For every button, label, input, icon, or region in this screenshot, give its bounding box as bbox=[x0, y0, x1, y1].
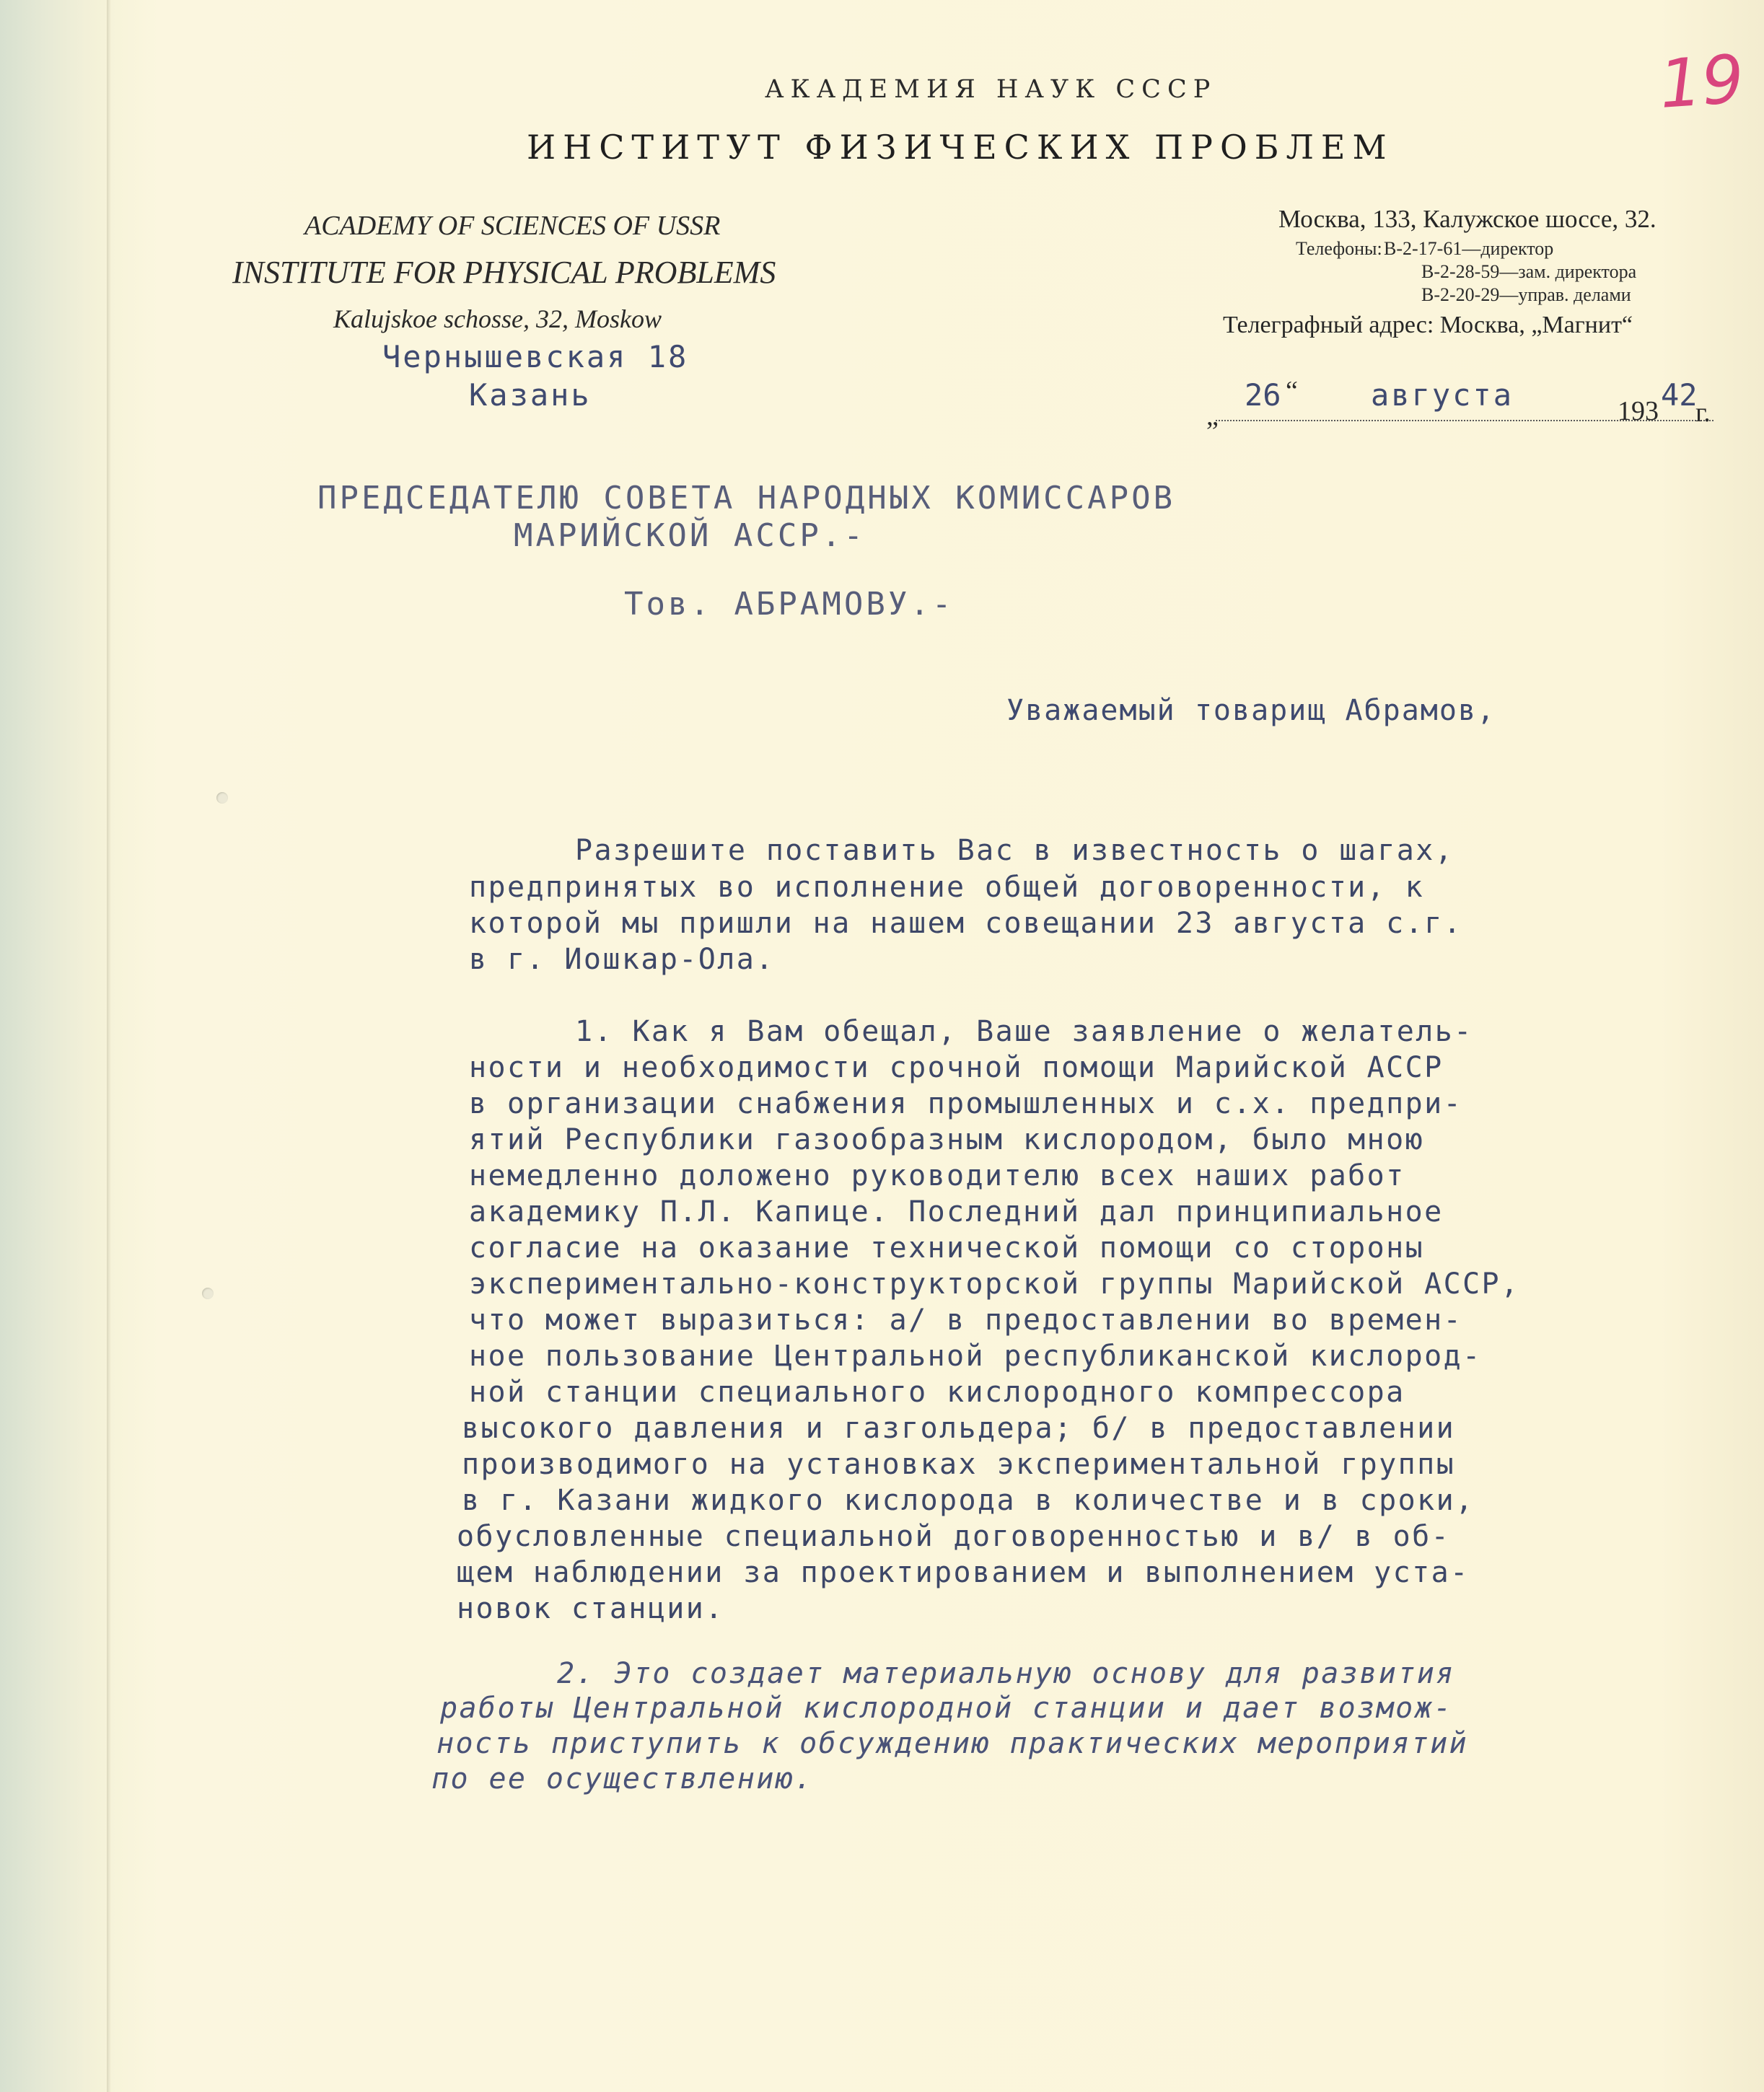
letterhead-address-ru: Москва, 133, Калужское шоссе, 32. bbox=[1278, 205, 1657, 233]
text-line: работы Центральной кислородной станции и дает возмож- bbox=[440, 1692, 1453, 1725]
date-mid-quote: “ bbox=[1286, 376, 1298, 406]
letterhead-academy-en: ACADEMY OF SCIENCES OF USSR bbox=[304, 211, 721, 241]
date-month: августа bbox=[1371, 377, 1514, 413]
date-year-prefix: 193 bbox=[1618, 396, 1659, 426]
date-open-quote: „ bbox=[1206, 401, 1219, 431]
letterhead-academy-ru: АКАДЕМИЯ НАУК СССР bbox=[765, 75, 1217, 104]
text-line: в г. Иошкар-Ола. bbox=[469, 943, 775, 976]
text-line: в организации снабжения промышленных и с.х. предпри- bbox=[469, 1087, 1463, 1120]
text-line: ное пользование Центральной республиканской кислород- bbox=[469, 1340, 1482, 1373]
text-line: академику П.Л. Капице. Последний дал принципиальное bbox=[469, 1195, 1444, 1229]
text-line: предпринятых во исполнение общей договоренности, к bbox=[469, 871, 1425, 904]
phone-office-manager: В-2-20-29—управ. делами bbox=[1421, 284, 1631, 305]
text-line: что может выразиться: а/ в предоставлении во времен- bbox=[469, 1304, 1463, 1337]
date-day: 26 bbox=[1245, 377, 1281, 413]
return-address-city: Казань bbox=[469, 377, 592, 413]
text-line: ности и необходимости срочной помощи Марийской АССР bbox=[469, 1051, 1444, 1084]
telegraph-address: Телеграфный адрес: Москва, „Магнит“ bbox=[1223, 312, 1633, 338]
punch-hole bbox=[202, 1288, 214, 1299]
phones-label: Телефоны: bbox=[1296, 238, 1382, 259]
letterhead-institute-en: INSTITUTE FOR PHYSICAL PROBLEMS bbox=[232, 255, 776, 290]
text-line: обусловленные специальной договоренностью и в/ в об- bbox=[457, 1520, 1451, 1553]
recipient-line-2: МАРИЙСКОЙ АССР.- bbox=[514, 517, 866, 554]
text-line: в г. Казани жидкого кислорода в количестве и в сроки, bbox=[462, 1484, 1475, 1517]
greeting: Уважаемый товарищ Абрамов, bbox=[1006, 694, 1496, 727]
text-line: согласие на оказание технической помощи со стороны bbox=[469, 1231, 1425, 1265]
text-line: щем наблюдении за проектированием и выполнением уста- bbox=[457, 1556, 1470, 1589]
letterhead-institute-ru: ИНСТИТУТ ФИЗИЧЕСКИХ ПРОБЛЕМ bbox=[527, 128, 1394, 167]
text-line: ятий Республики газообразным кислородом, было мною bbox=[469, 1123, 1425, 1156]
text-line: высокого давления и газгольдера; б/ в предоставлении bbox=[462, 1412, 1456, 1445]
text-line: новок станции. bbox=[457, 1592, 724, 1625]
letterhead-address-en: Kalujskoe schosse, 32, Moskow bbox=[333, 304, 662, 333]
text-line: которой мы пришли на нашем совещании 23 августа с.г. bbox=[469, 907, 1463, 940]
punch-hole bbox=[216, 792, 228, 804]
recipient-line-1: ПРЕДСЕДАТЕЛЮ СОВЕТА НАРОДНЫХ КОМИССАРОВ bbox=[317, 480, 1176, 517]
date-year-typed: 42 bbox=[1661, 377, 1698, 413]
text-line: по ее осуществлению. bbox=[431, 1762, 814, 1796]
text-line: 1. Как я Вам обещал, Ваше заявление о желатель- bbox=[575, 1015, 1473, 1048]
text-line: ной станции специального кислородного компрессора bbox=[469, 1376, 1405, 1409]
archive-page-number: 19 bbox=[1657, 40, 1747, 123]
phone-director: В-2-17-61—директор bbox=[1384, 238, 1554, 259]
text-line: немедленно доложено руководителю всех наших работ bbox=[469, 1159, 1405, 1192]
text-line: Разрешите поставить Вас в известность о шагах, bbox=[575, 834, 1454, 867]
text-line: ность приступить к обсуждению практических мероприятий bbox=[436, 1727, 1469, 1760]
date-year-suffix: г. bbox=[1695, 397, 1711, 428]
recipient-line-3: Тов. АБРАМОВУ.- bbox=[624, 586, 955, 623]
return-address-street: Чернышевская 18 bbox=[382, 339, 689, 374]
phone-deputy-director: В-2-28-59—зам. директора bbox=[1421, 261, 1637, 282]
text-line: производимого на установках экспериментальной группы bbox=[462, 1448, 1456, 1481]
page-edge-shadow bbox=[107, 0, 111, 2092]
text-line: 2. Это создает материальную основу для развития bbox=[557, 1657, 1455, 1690]
text-line: экспериментально-конструкторской группы Марийской АССР, bbox=[469, 1267, 1520, 1301]
